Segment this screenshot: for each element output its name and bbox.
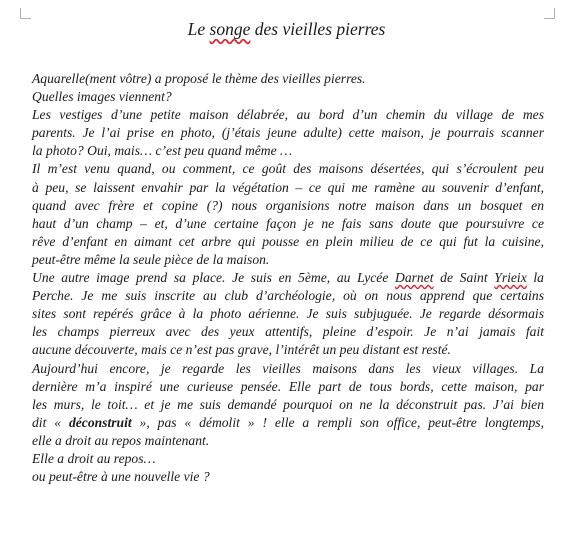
text-segment: à peu, se laissent envahir par la végétation – ce qui me ramène au souvenir d’enfant, (32, 179, 544, 195)
text-line (32, 378, 544, 396)
spellcheck-word: Darnet (395, 270, 434, 286)
text-segment: la photo? Oui, mais… c’est peu quand même … (32, 143, 293, 159)
text-segment: de Saint (433, 270, 495, 286)
text-line (32, 432, 544, 450)
text-segment: la (526, 270, 544, 286)
text-segment: les murs, le toit… et je me suis demandé pourquoi on ne la déconstruit pas. J’ai bien (32, 396, 544, 412)
text-line (32, 124, 544, 142)
page-corner-marker-right (544, 8, 555, 19)
text-line (32, 341, 544, 359)
text-segment: quand avec frère et copine (?) nous organisions notre maison dans un bosquet en (32, 197, 544, 213)
text-segment: Aujourd’hui encore, je regarde les vieilles maisons dans les vieux villages. La (32, 360, 544, 376)
text-line (32, 396, 544, 414)
text-segment: Quelles images viennent? (32, 89, 172, 105)
text-line (32, 287, 544, 305)
text-segment: dernière m’a inspiré une curieuse pensée. Elle part de tous bords, cette maison, par (32, 378, 544, 394)
text-segment: Elle a droit au repos… (32, 450, 156, 466)
text-segment: Aquarelle(ment vôtre) a proposé le thème des vieilles pierres. (32, 71, 366, 86)
text-line (32, 70, 544, 88)
text-line (32, 88, 544, 106)
text-segment: dit « (32, 414, 69, 430)
title-word-spellcheck: songe (209, 19, 251, 39)
text-line (32, 142, 544, 160)
spellcheck-word: Yrieix (494, 270, 527, 286)
text-segment: les champs pierreux avec des yeux attentifs, pleine d’espoir. Je n’ai jamais fait (32, 324, 544, 340)
text-line (32, 450, 544, 468)
text-line (32, 360, 544, 378)
text-segment: haut d’un champ – et, d’une certaine façon je ne fais sans doute que poursuivre ce (32, 215, 544, 231)
text-segment: ou peut-être à une nouvelle vie ? (32, 469, 210, 485)
text-segment: Une autre image prend sa place. Je suis en 5ème, au Lycée (32, 270, 396, 286)
document-title (0, 19, 573, 40)
text-segment: aucune découverte, mais ce n’est pas grave, l’intérêt un peu distant est resté. (32, 342, 451, 358)
text-segment: peut-être même la seule pièce de la maison. (32, 251, 270, 267)
document-body (32, 70, 544, 486)
text-segment: Les vestiges d’une petite maison délabrée, au bord d’un chemin du village de mes (32, 107, 544, 123)
text-line (32, 305, 544, 323)
text-line (32, 106, 544, 124)
text-line (32, 269, 544, 287)
text-line (32, 323, 544, 341)
text-line (32, 215, 544, 233)
bold-word: déconstruit (68, 414, 132, 430)
text-segment: », pas « démolit » ! elle a rempli son office, peut-être longtemps, (131, 414, 544, 430)
text-segment: Il m’est venu quand, ou comment, ce goût des maisons désertées, qui s’écroulent peu (32, 161, 544, 177)
text-line (32, 179, 544, 197)
text-segment: rêve d’enfant en aimant cet arbre qui pousse en plein milieu de ce qui fut la cuisine, (32, 233, 544, 249)
text-line (32, 414, 544, 432)
text-segment: Perche. Je me suis inscrite au club d’archéologie, où on nous apprend que certains (32, 288, 544, 304)
text-line (32, 233, 544, 251)
text-segment: parents. Je l’ai prise en photo, (j’étais jeune adulte) cette maison, je pourrais scanner (32, 125, 544, 141)
text-line (32, 468, 544, 486)
title-text-end: des vieilles pierres (250, 19, 386, 39)
text-line (32, 197, 544, 215)
text-line (32, 251, 544, 269)
text-line (32, 160, 544, 178)
page-corner-marker-left (20, 8, 31, 19)
text-segment: sites sont repérés grâce à la photo aérienne. Je suis subjuguée. Je regarde désormais (32, 306, 544, 322)
text-segment: elle a droit au repos maintenant. (32, 432, 210, 448)
title-text-start: Le (187, 19, 210, 39)
